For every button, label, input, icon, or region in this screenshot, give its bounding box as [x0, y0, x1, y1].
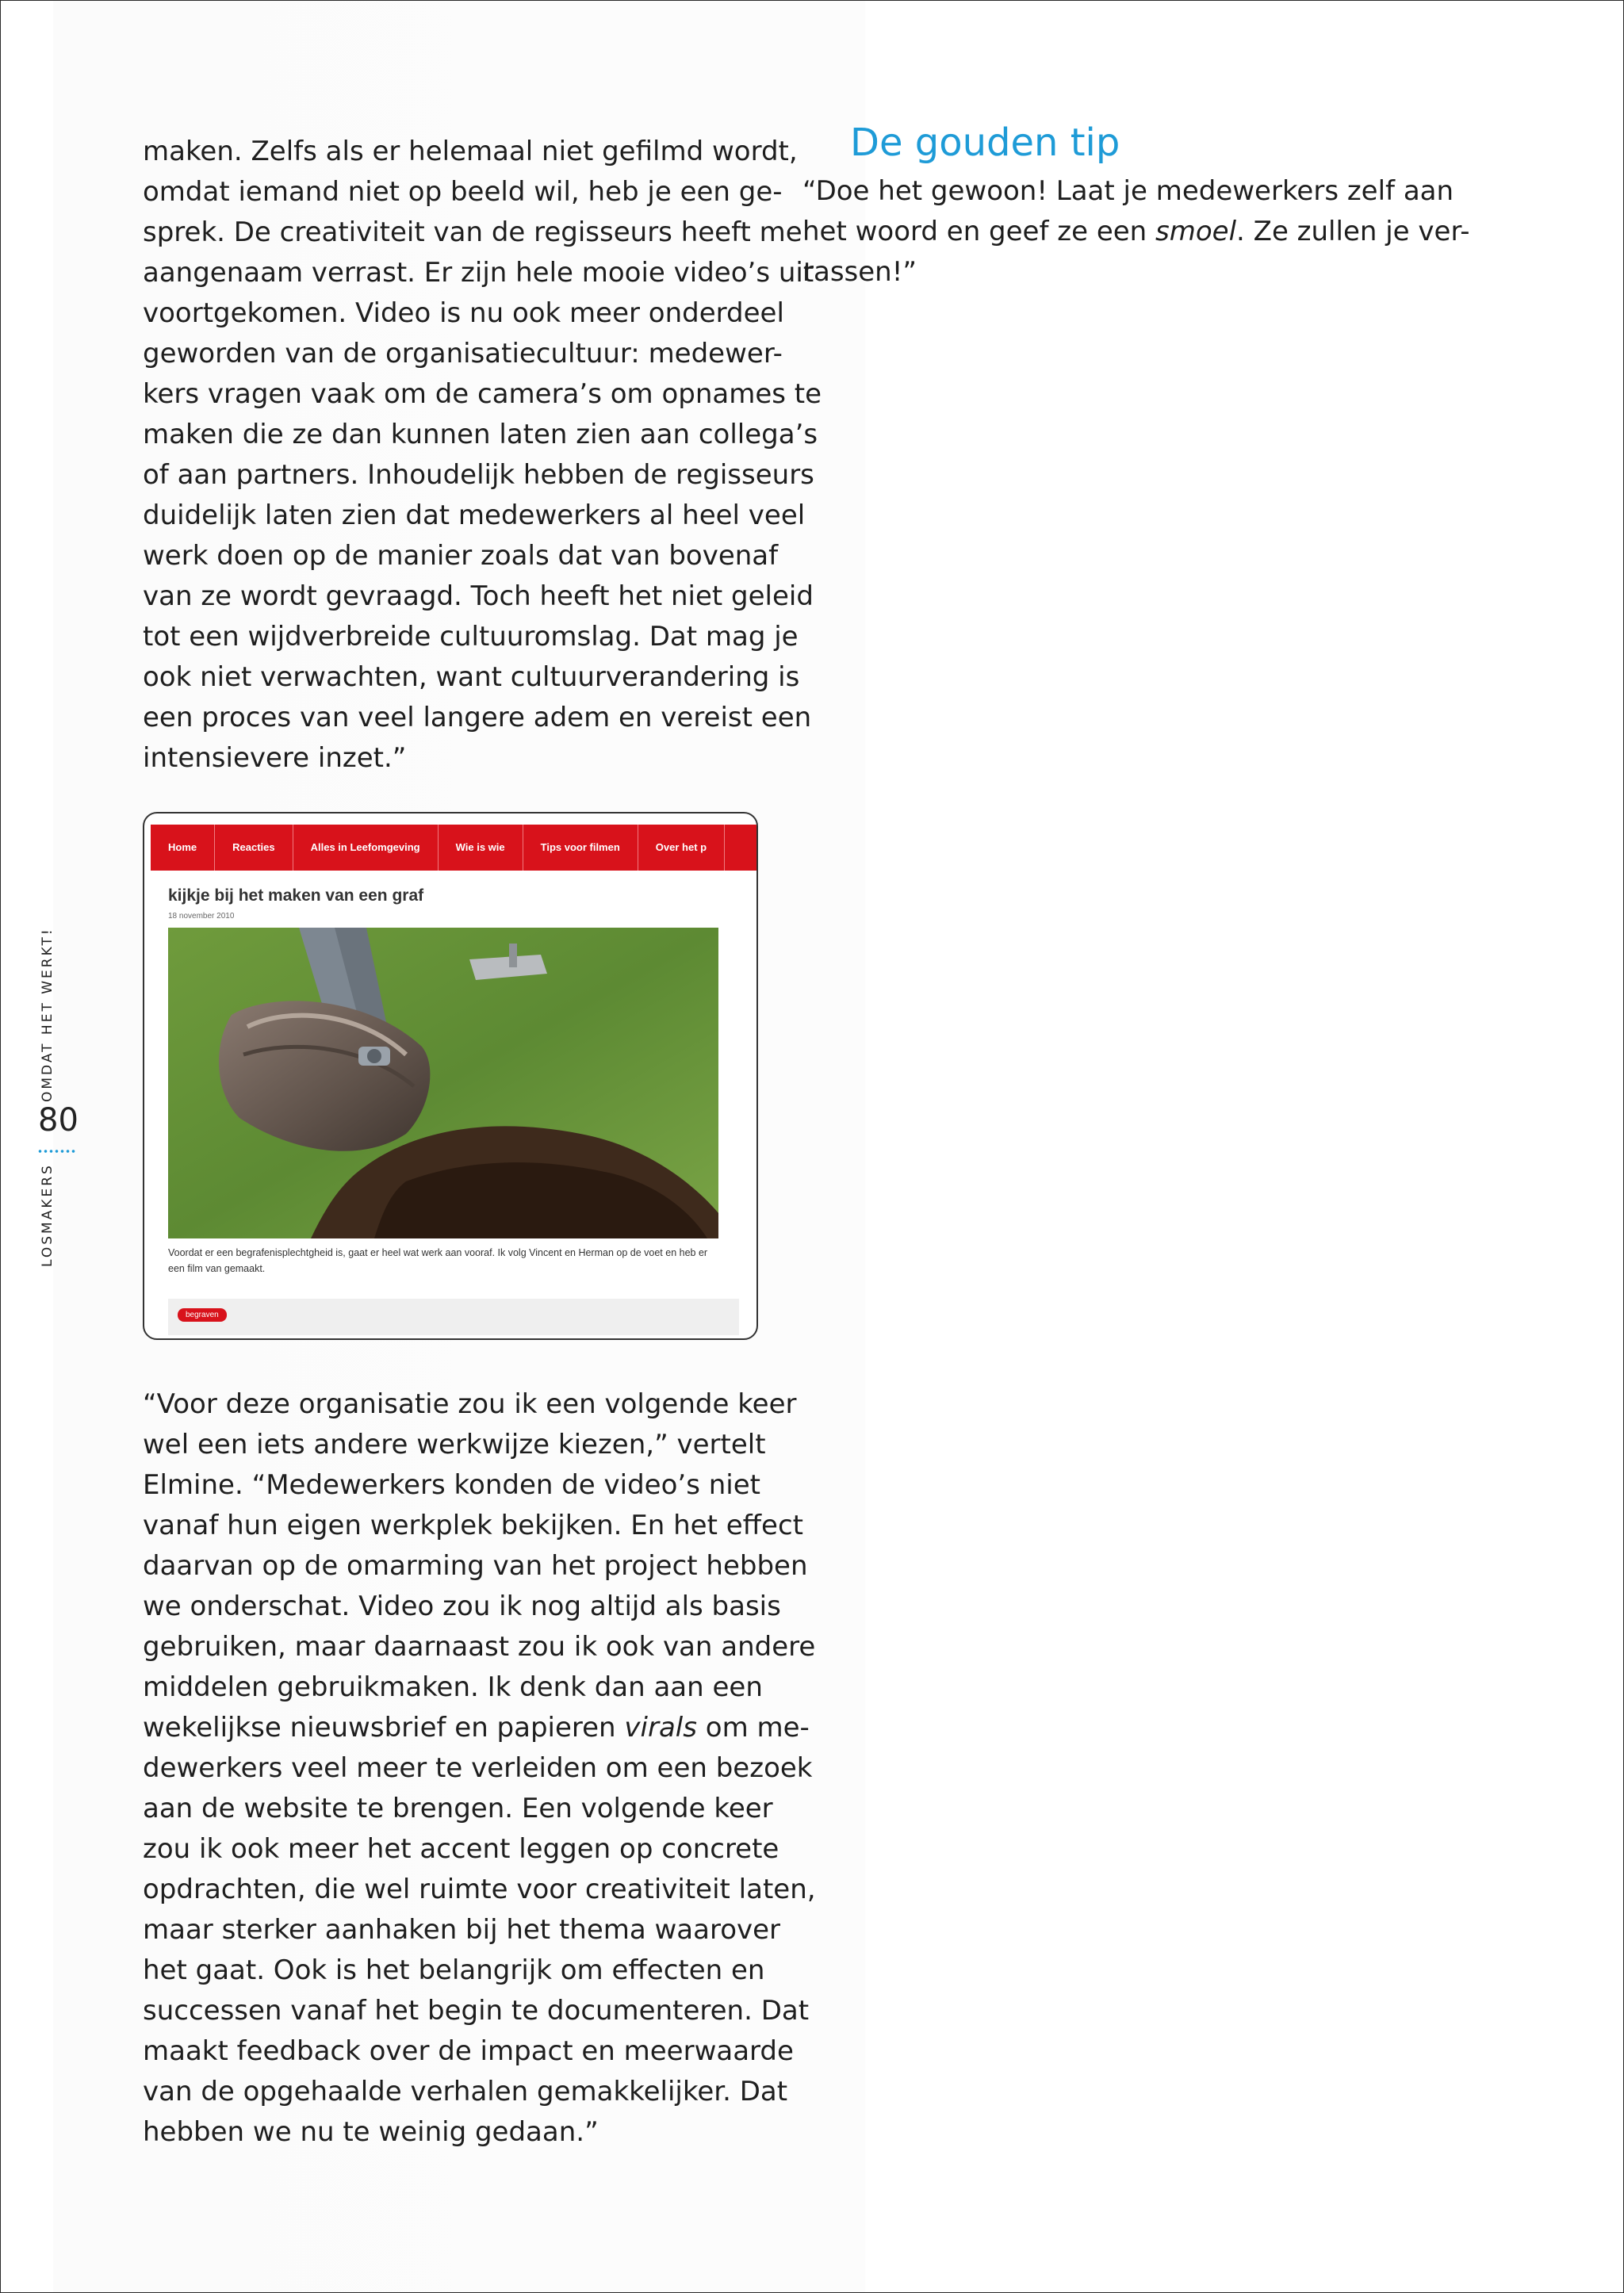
tip-line: “Doe het gewoon! Laat je medewerkers zelf aan	[802, 175, 1454, 207]
tip-text	[802, 171, 1470, 293]
nav-tab[interactable]: Over het p	[638, 825, 725, 871]
post-title: kijkje bij het maken van een graf	[168, 886, 424, 905]
text-line: van de opgehaalde verhalen gemakkelijker. Dat	[143, 2076, 788, 2107]
text-line: wel een iets andere werkwijze kiezen,” vertelt	[143, 1429, 766, 1460]
text-line: “Voor deze organisatie zou ik een volgende keer	[143, 1388, 797, 1420]
tip-line: het woord en geef ze een smoel. Ze zullen je ver-	[802, 216, 1470, 247]
nav-tab[interactable]: Tips voor filmen	[523, 825, 638, 871]
page-number: 80	[38, 1102, 79, 1139]
text-line: zou ik ook meer het accent leggen op concrete	[143, 1833, 779, 1865]
text-line: omdat iemand niet op beeld wil, heb je een ge-	[143, 176, 783, 208]
body-text-bottom	[143, 1384, 816, 2153]
text-line: kers vragen vaak om de camera’s om opnames te	[143, 378, 822, 410]
excavator-photo	[168, 928, 718, 1238]
site-nav-bar	[151, 825, 756, 871]
text-line: Elmine. “Medewerkers konden de video’s niet	[143, 1469, 760, 1501]
text-line: aan de website te brengen. Een volgende keer	[143, 1793, 773, 1824]
nav-tab[interactable]: Reacties	[215, 825, 293, 871]
text-line: middelen gebruikmaken. Ik denk dan aan een	[143, 1671, 763, 1703]
text-line: daarvan op de omarming van het project hebben	[143, 1550, 808, 1582]
text-line: wekelijkse nieuwsbrief en papieren virals om me-	[143, 1712, 810, 1744]
text-line: aangenaam verrast. Er zijn hele mooie video’s uit	[143, 257, 814, 289]
text-line: of aan partners. Inhoudelijk hebben de regisseurs	[143, 459, 814, 491]
tip-line: rassen!”	[802, 256, 917, 288]
text-line: duidelijk laten zien dat medewerkers al heel veel	[143, 500, 806, 531]
body-text-top	[143, 132, 822, 779]
text-line: successen vanaf het begin te documenteren. Dat	[143, 1995, 810, 2027]
text-line: maken. Zelfs als er helemaal niet gefilmd wordt,	[143, 136, 798, 167]
tip-heading: De gouden tip	[850, 121, 1120, 165]
text-line: we onderschat. Video zou ik nog altijd als basis	[143, 1591, 781, 1622]
text-line: werk doen op de manier zoals dat van bovenaf	[143, 540, 779, 572]
post-caption: Voordat er een begrafenisplechtgheid is, gaat er heel wat werk aan vooraf. Ik volg Vincent en Herman op de voet en heb er een film van gemaakt.	[168, 1247, 708, 1274]
text-line: opdrachten, die wel ruimte voor creativiteit laten,	[143, 1874, 816, 1905]
nav-tab[interactable]: Alles in Leefomgeving	[293, 825, 439, 871]
text-line: maakt feedback over de impact en meerwaarde	[143, 2035, 794, 2067]
text-line: intensievere inzet.”	[143, 742, 407, 774]
text-line: geworden van de organisatiecultuur: medewer-	[143, 338, 783, 369]
text-line: hebben we nu te weinig gedaan.”	[143, 2116, 599, 2148]
dotted-divider	[37, 1150, 77, 1153]
text-line: sprek. De creativiteit van de regisseurs heeft me	[143, 216, 802, 248]
post-footer	[168, 1299, 739, 1335]
website-screenshot	[143, 812, 758, 1340]
text-line: maken die ze dan kunnen laten zien aan collega’s	[143, 419, 818, 450]
text-line: een proces van veel langere adem en vereist een	[143, 702, 812, 733]
text-line: dewerkers veel meer te verleiden om een bezoek	[143, 1752, 813, 1784]
side-label	[30, 927, 86, 1269]
nav-tab[interactable]: Home	[151, 825, 215, 871]
nav-tab[interactable]: Wie is wie	[439, 825, 523, 871]
book-title-label: OMDAT HET WERKT!	[40, 927, 56, 1102]
series-label: LOSMAKERS	[40, 1163, 56, 1267]
text-line: vanaf hun eigen werkplek bekijken. En het effect	[143, 1510, 803, 1541]
text-line: voortgekomen. Video is nu ook meer onderdeel	[143, 297, 784, 329]
text-line: tot een wijdverbreide cultuuromslag. Dat mag je	[143, 621, 799, 653]
text-line: het gaat. Ook is het belangrijk om effecten en	[143, 1954, 765, 1986]
text-line: gebruiken, maar daarnaast zou ik ook van andere	[143, 1631, 816, 1663]
tag-badge: begraven	[178, 1308, 227, 1322]
text-line: maar sterker aanhaken bij het thema waarover	[143, 1914, 781, 1946]
post-date: 18 november 2010	[168, 912, 235, 921]
text-line: ook niet verwachten, want cultuurverandering is	[143, 661, 800, 693]
text-line: van ze wordt gevraagd. Toch heeft het niet geleid	[143, 580, 814, 612]
